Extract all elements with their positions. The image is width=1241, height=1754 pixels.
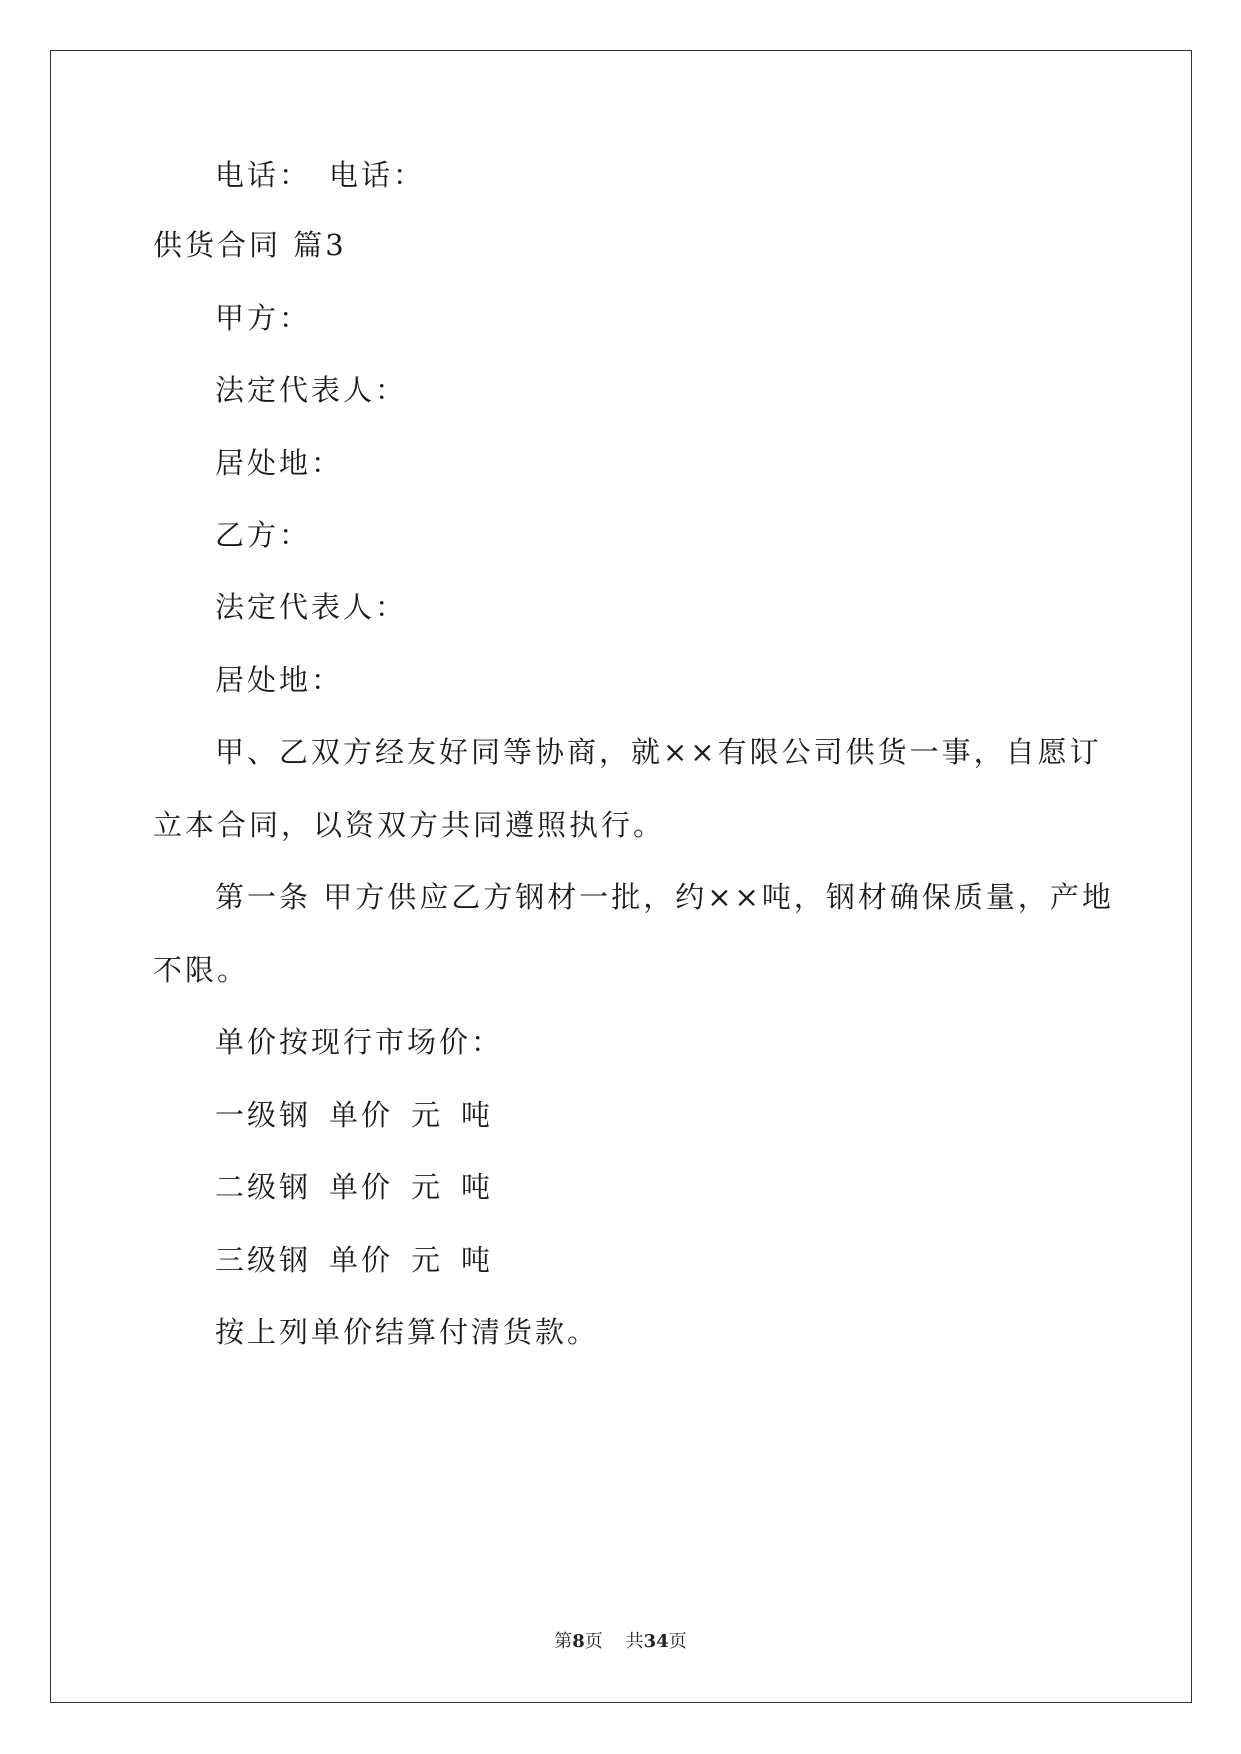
section-title: 供货合同 篇3 xyxy=(153,228,347,262)
party-a-label: 甲方： xyxy=(215,301,312,335)
party-b-address: 居处地： xyxy=(215,663,344,697)
party-b-representative: 法定代表人： xyxy=(215,590,408,624)
current-page-number: 8 xyxy=(572,1631,585,1652)
grade-3-price-row xyxy=(215,1240,493,1280)
ton-label: 吨 xyxy=(461,1098,494,1132)
currency-label: 元 xyxy=(411,1098,444,1132)
page-footer xyxy=(0,1627,1241,1653)
article-1-line-2: 不限。 xyxy=(153,953,250,987)
total-pages-number: 34 xyxy=(643,1631,669,1652)
footer-page-word: 页 xyxy=(584,1631,603,1652)
footer-total-prefix: 共 xyxy=(625,1631,644,1652)
grade-2-price-row xyxy=(215,1167,493,1207)
article-1-line-1: 第一条 甲方供应乙方钢材一批，约××吨，钢材确保质量，产地 xyxy=(215,880,1114,914)
party-b-label: 乙方： xyxy=(215,518,312,552)
unit-price-label: 单价 xyxy=(329,1170,394,1204)
intro-paragraph-line-1: 甲、乙双方经友好同等协商，就××有限公司供货一事，自愿订 xyxy=(215,735,1102,769)
footer-total-suffix: 页 xyxy=(668,1631,687,1652)
phone-line xyxy=(215,155,425,195)
currency-label: 元 xyxy=(411,1170,444,1204)
phone-label-b: 电话： xyxy=(329,158,426,192)
ton-label: 吨 xyxy=(461,1170,494,1204)
price-intro: 单价按现行市场价： xyxy=(215,1025,504,1059)
grade-name: 三级钢 xyxy=(215,1243,312,1277)
ton-label: 吨 xyxy=(461,1243,494,1277)
currency-label: 元 xyxy=(411,1243,444,1277)
grade-name: 一级钢 xyxy=(215,1098,312,1132)
intro-paragraph-line-2: 立本合同，以资双方共同遵照执行。 xyxy=(153,808,666,842)
party-a-representative: 法定代表人： xyxy=(215,373,408,407)
unit-price-label: 单价 xyxy=(329,1098,394,1132)
grade-1-price-row xyxy=(215,1095,493,1135)
footer-prefix: 第 xyxy=(554,1631,573,1652)
party-a-address: 居处地： xyxy=(215,446,344,480)
unit-price-label: 单价 xyxy=(329,1243,394,1277)
settlement-line: 按上列单价结算付清货款。 xyxy=(215,1315,600,1349)
phone-label-a: 电话： xyxy=(215,158,312,192)
grade-name: 二级钢 xyxy=(215,1170,312,1204)
